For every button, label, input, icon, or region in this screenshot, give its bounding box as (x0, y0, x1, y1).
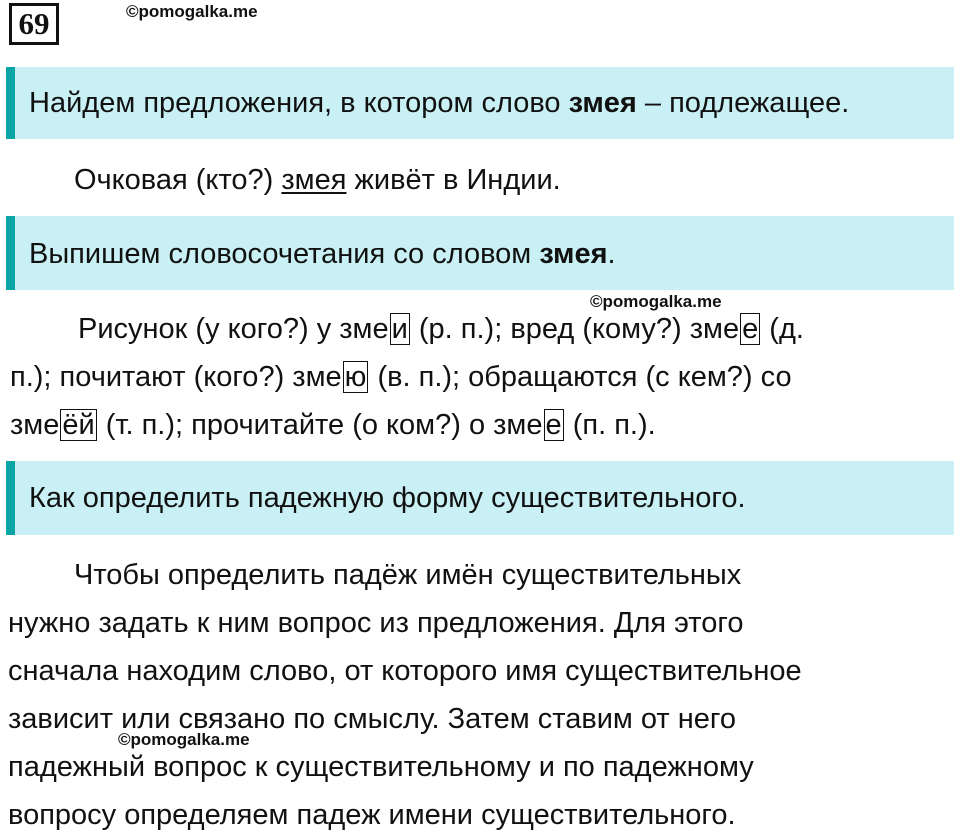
section1-sentence (74, 156, 561, 204)
phrase-line1-a: Рисунок (у кого?) у зме (78, 313, 389, 345)
section2-heading-bold: змея (539, 238, 608, 270)
section1-heading-bold: змея (568, 87, 637, 119)
sentence-prefix: Очковая (кто?) (74, 164, 282, 196)
ending-box: е (545, 409, 562, 441)
phrase-line2-b: (в. п.); обращаются (с кем?) со (369, 361, 792, 393)
ending-box: и (391, 313, 408, 345)
phrase-line3-c: (п. п.). (564, 409, 656, 441)
phrase-line3-b: (т. п.); прочитайте (о ком?) о зме (97, 409, 543, 441)
ending-box: ю (344, 361, 367, 393)
section1-heading (6, 67, 954, 139)
section1-heading-prefix: Найдем предложения, в котором слово (29, 87, 569, 119)
section3-heading (6, 461, 954, 535)
sentence-suffix: живёт в Индии. (346, 164, 561, 196)
explanation-line: вопросу определяем падеж имени существительного. (8, 799, 736, 831)
section2-heading-prefix: Выпишем словосочетания со словом (29, 238, 540, 270)
task-number: 69 (9, 3, 59, 45)
phrase-line3-a: зме (10, 409, 60, 441)
explanation-line: Чтобы определить падёж имён существительных (74, 559, 742, 591)
watermark-top: ©pomogalka.me (126, 2, 258, 21)
phrase-line2-a: п.); почитают (кого?) зме (10, 361, 342, 393)
explanation-line: падежный вопрос к существительному и по падежному (8, 751, 754, 783)
explanation-line: сначала находим слово, от которого имя существительное (8, 655, 802, 687)
ending-box: е (742, 313, 759, 345)
explanation-line: зависит или связано по смыслу. Затем ставим от него (8, 703, 736, 735)
section2-phrases (10, 305, 804, 449)
ending-box: ёй (62, 409, 95, 441)
section2-heading-suffix: . (607, 238, 616, 270)
section3-explanation (8, 551, 802, 839)
watermark-middle: ©pomogalka.me (590, 292, 722, 311)
sentence-subject: змея (281, 164, 347, 196)
watermark-bottom: ©pomogalka.me (118, 730, 250, 749)
section3-heading-text: Как определить падежную форму существительного. (29, 482, 746, 514)
phrase-line1-b: (р. п.); вред (кому?) зме (410, 313, 740, 345)
phrase-line1-c: (д. (761, 313, 804, 345)
section2-heading (6, 216, 954, 290)
section1-heading-suffix: – подлежащее. (636, 87, 850, 119)
explanation-line: нужно задать к ним вопрос из предложения. Для этого (8, 607, 744, 639)
